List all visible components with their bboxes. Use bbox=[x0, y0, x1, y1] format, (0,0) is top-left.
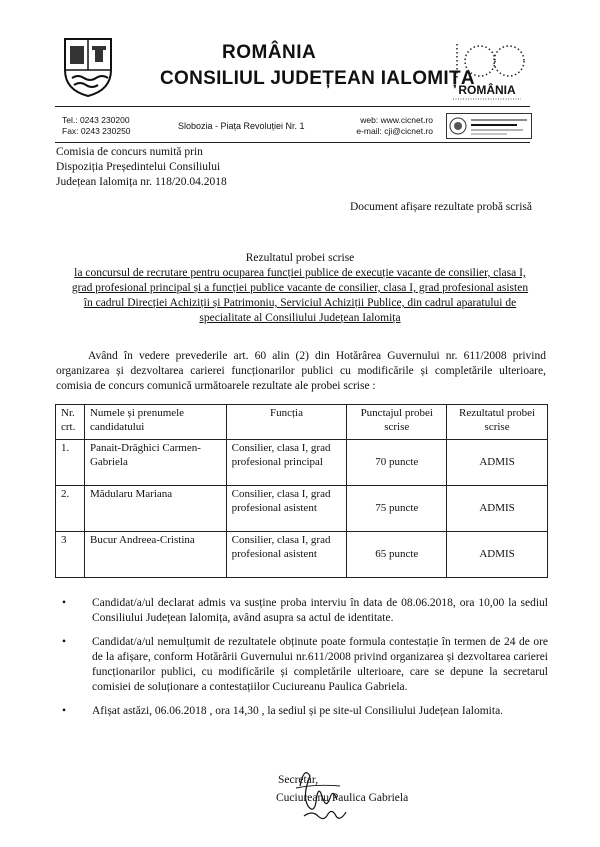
intro-paragraph bbox=[56, 349, 546, 394]
phone-fax-block bbox=[62, 115, 131, 137]
cell-nr: 3 bbox=[56, 532, 85, 578]
phone-number: Tel.: 0243 230200 bbox=[62, 115, 130, 125]
handwritten-signature-icon bbox=[282, 760, 362, 830]
header-nr: Nr. crt. bbox=[56, 405, 85, 440]
bullet-icon: • bbox=[62, 636, 67, 648]
commission-line: Dispoziția Președintelui Consiliului bbox=[56, 161, 221, 173]
web-address[interactable]: web: www.cicnet.ro bbox=[360, 115, 433, 125]
cell-result: ADMIS bbox=[447, 440, 548, 486]
certification-badge-icon bbox=[446, 113, 532, 139]
fax-number: Fax: 0243 230250 bbox=[62, 126, 131, 136]
cell-function: Consilier, clasa I, grad profesional principal bbox=[226, 440, 347, 486]
intro-text: Având în vedere prevederile art. 60 alin (2) din Hotărârea Guvernului nr. 611/2008 privind organizarea și dezvoltarea carierei funcționarilor publici cu modificările și completările ulterioare, comisia de concurs comunică următoarele rezultate ale probei scrise : bbox=[56, 350, 546, 392]
title-line: grad profesional principal și a funcției publice vacante de consilier, clasa I, grad profesional asisten bbox=[71, 282, 529, 294]
address: Slobozia - Piața Revoluției Nr. 1 bbox=[178, 121, 305, 131]
title-line: la concursul de recrutare pentru ocuparea funcției publice de execuție vacante de consilier, clasa I, bbox=[74, 267, 526, 279]
romania-100-logo-icon bbox=[447, 40, 527, 104]
note-text: Afișat astăzi, 06.06.2018 , ora 14,30 , la sediul și pe site-ul Consiliului Județean Ialomita. bbox=[92, 705, 504, 717]
table-row bbox=[56, 486, 548, 532]
note-text: Candidat/a/ul nemulțumit de rezultatele obținute poate formula contestație în termen de 24 de ore de la afișare, conform Hotărârii Guvernului nr.611/2008 privind organizarea și dezvoltarea carierei funcționarilor publici, cu modificările și completările ulterioare, care se depune la secretarul comisiei de soluționare a contestațiilor Cuciureanu Paulica Gabriela. bbox=[92, 636, 548, 693]
signature-name: Cuciureanu Paulica Gabriela bbox=[276, 792, 409, 804]
commission-block bbox=[56, 145, 227, 190]
signature-title: Secretar, bbox=[278, 774, 319, 786]
document-label: Document afișare rezultate probă scrisă bbox=[350, 201, 532, 213]
title-line: în cadrul Direcției Achiziții și Patrimoniu, Serviciul Achiziții Publice, din cadrul aparatului de bbox=[83, 297, 517, 309]
email-address[interactable]: e-mail: cji@cicnet.ro bbox=[356, 126, 433, 136]
bullet-icon: • bbox=[62, 705, 67, 717]
notes-list bbox=[58, 596, 548, 728]
title-line: specialitate al Consiliului Județean Ialomița bbox=[199, 312, 401, 324]
cell-nr: 2. bbox=[56, 486, 85, 532]
country-title: ROMÂNIA bbox=[222, 42, 317, 63]
web-email-block bbox=[345, 115, 433, 137]
table-row bbox=[56, 532, 548, 578]
council-title: CONSILIUL JUDEȚEAN IALOMIȚA bbox=[160, 68, 475, 89]
header-result: Rezultatul probei scrise bbox=[447, 405, 548, 440]
bullet-icon: • bbox=[62, 597, 67, 609]
header-score: Punctajul probei scrise bbox=[347, 405, 447, 440]
cell-function: Consilier, clasa I, grad profesional asistent bbox=[226, 532, 347, 578]
cell-nr: 1. bbox=[56, 440, 85, 486]
cell-name: Bucur Andreea-Cristina bbox=[84, 532, 226, 578]
county-crest-icon bbox=[62, 36, 114, 98]
results-table bbox=[55, 404, 548, 578]
header-name: Numele și prenumele candidatului bbox=[84, 405, 226, 440]
cell-name: Mădularu Mariana bbox=[84, 486, 226, 532]
cell-name: Panait-Drăghici Carmen-Gabriela bbox=[84, 440, 226, 486]
cell-score: 65 puncte bbox=[347, 532, 447, 578]
title-block bbox=[50, 251, 550, 326]
commission-line: Comisia de concurs numită prin bbox=[56, 146, 203, 158]
cell-function: Consilier, clasa I, grad profesional asistent bbox=[226, 486, 347, 532]
list-item bbox=[58, 596, 548, 626]
table-row bbox=[56, 440, 548, 486]
header-top-rule bbox=[55, 106, 530, 107]
header-function: Funcția bbox=[226, 405, 347, 440]
commission-line: Județean Ialomița nr. 118/20.04.2018 bbox=[56, 176, 227, 188]
list-item bbox=[58, 635, 548, 695]
note-text: Candidat/a/ul declarat admis va susține proba interviu în data de 08.06.2018, ora 10,00 la sediul Consiliului Județean Ialomița, având asupra sa actul de identitate. bbox=[92, 597, 548, 624]
table-header-row bbox=[56, 405, 548, 440]
cell-score: 75 puncte bbox=[347, 486, 447, 532]
cell-result: ADMIS bbox=[447, 532, 548, 578]
logo-romania-text: ROMÂNIA bbox=[458, 83, 516, 97]
results-heading: Rezultatul probei scrise bbox=[245, 252, 355, 264]
cell-score: 70 puncte bbox=[347, 440, 447, 486]
list-item bbox=[58, 704, 548, 719]
cell-result: ADMIS bbox=[447, 486, 548, 532]
header-bottom-rule bbox=[55, 142, 530, 143]
